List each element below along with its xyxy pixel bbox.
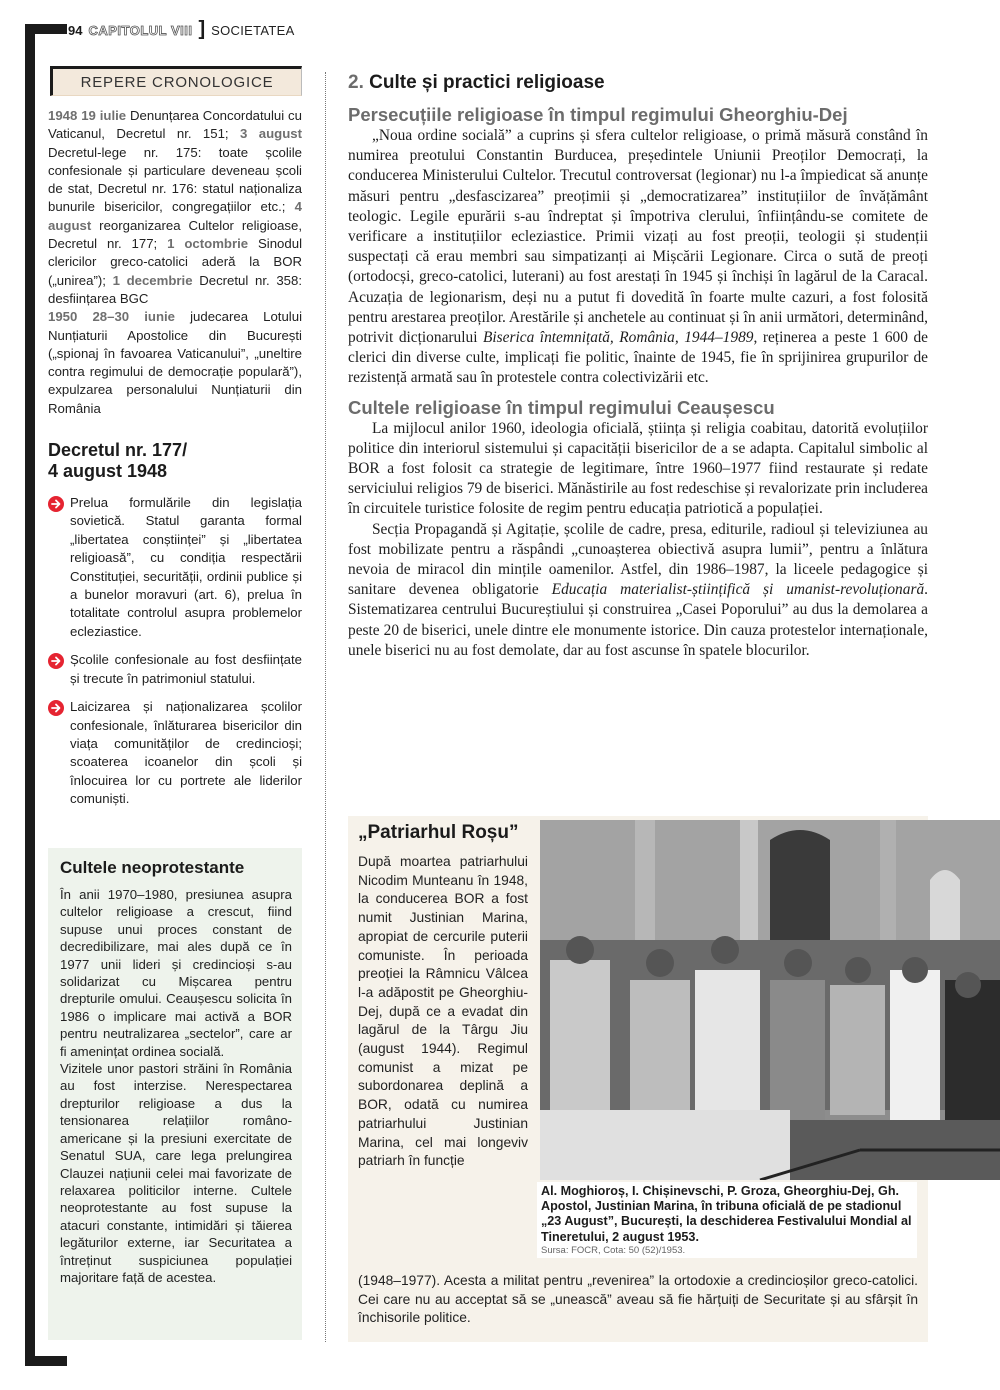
paragraph-text: . Sistematizarea centrului Bucureștiului și construirea „Casei Poporului” au dus la demolarea a peste 20 de biserici, unele dintre ele monumente istorice. Din cauza protestelor internaționale, unele biserici nu au fost demolate, dar au fost ascunse în spatele blocurilor.	[348, 581, 928, 659]
patriarch-text: După moartea patriarhului Nicodim Munteanu în 1948, la conducerea BOR a fost numit Justinian Marina, apropiat de cercurile puterii comuniste. În perioada preoției la Râmnicu Vâlcea l-a adăpostit pe Gheorghiu-Dej, după ce a evadat din lagărul de la Târgu Jiu (august 1944). Regimul comunist a mizat pe subordonarea deplină a BOR, odată cu numirea patriarhului Justinian Marina, cel mai longeviv patriarh în funcție	[358, 854, 528, 1169]
photo-caption-box	[537, 1182, 917, 1258]
body-text-ceausescu	[348, 419, 928, 661]
paragraph	[348, 126, 928, 389]
section-label: SOCIETATEA	[211, 22, 295, 38]
neoprotestant-paragraph: Vizitele unor pastori străini în România au fost interzise. Nerespectarea drepturilor religioase a dus la tensionarea relațiilor româno-americane și la presiuni exercitate de Senatul SUA, care lega prelungirea Clauzei națiunii celei mai favorizate de relaxarea politicilor interne. Cultele neoprotestante au fost supuse la atacuri constante, intimidări și tăierea legăturilor externe, iar Securitatea a întreținut suspiciunea populației majoritare față de acestea.	[60, 1061, 292, 1285]
chrono-date: 1950 28–30 iunie	[48, 309, 175, 325]
patriarch-title: „Patriarhul Roșu”	[358, 822, 519, 843]
running-header	[68, 20, 295, 40]
decree-bullet	[48, 698, 302, 808]
historical-photo	[540, 820, 1000, 1180]
neoprotestant-paragraph: În anii 1970–1980, presiunea asupra cultelor religioase a crescut, fiind supuse unui proces constant de decredibilizare, mai ales după ce în 1977 unii lideri și credincioși s-au solidarizat cu Mișcarea pentru drepturile omului. Ceaușescu solicita în 1986 o implicare mai activă a BOR pentru neutralizarea „sectelor”, care ar fi amenințat ordinea socială.	[60, 887, 292, 1059]
arrow-right-icon	[48, 700, 64, 716]
arrow-right-icon	[48, 496, 64, 512]
subheading-ceausescu: Cultele religioase în timpul regimului Ceaușescu	[348, 396, 775, 418]
chrono-entry: Decretul nr. 358: desființarea BGC	[48, 272, 302, 306]
chrono-entry: Denunțarea Concordatului cu Vaticanul, Decretul nr. 151;	[48, 108, 302, 142]
neoprotestant-title: Cultele neoprotestante	[60, 858, 245, 877]
paragraph: La mijlocul anilor 1960, ideologia oficială, știința și religia coabitau, datorită evoluțiilor politice din interiorul sistemului și capacității bisericilor de a se adapta. Capitalul simbolic al BOR a fost folosit ca strategie de legitimare, între 1960–1977 fiind restaurate și redate serviciului religios 79 de biserici. Mănăstirile au fost redeschise și revalorizate prin includerea în circuitele turistice folosite de regim pentru educația patriotică a populației.	[348, 419, 928, 518]
chronology-title: REPERE CRONOLOGICE	[80, 73, 274, 91]
paragraph-text: Secția Propagandă și Agitație, școlile de cadre, presa, editurile, radioul și televiziunea au fost mobilizate pentru a răspândi „cunoașterea obiectivă asupra lumii”, pentru a înlătura nevoia de miracol din mințile oamenilor. Astfel, din 1986–1987, la liceele pedagogice și sanitare devenea obligatorie	[348, 520, 928, 599]
section-title	[348, 72, 928, 94]
chrono-date: 3 august	[240, 126, 302, 142]
section-number: 2.	[348, 72, 364, 93]
decree-title-line2: 4 august 1948	[48, 461, 168, 482]
decree-bullet-text: Laicizarea și naționalizarea școlilor confesionale, înlăturarea bisericilor din viața comunităților de credincioși; scoaterea icoanelor din școli și înlocuirea lor cu portrete ale liderilor comuniști.	[70, 699, 302, 807]
paragraph-text: „Noua ordine socială” a cuprins și sfera cultelor religioase, o primă măsură constând în numirea preotului Constantin Burducea, președintele Uniunii Preoților Democrați, la conducerea Ministerului Cultelor. Trecutul controversat (legionar) nu l-a împiedicat să anunțe măsuri pentru „desfascizarea” preoțimii și „democratizarea” instituțiilor de învățământ teologic. Legile epurării s-au îndreptat și împotriva clerului, înființându-se comitete de verificare a instituțiilor ecleziastice. Primii vizați au fost preoții, teologii și studenții suspectați că erau membri sau simpatizanți ai Mișcării Legionare. Circa o sută de preoți (ortodocși, greco-catolici, luterani) au fost arestați în 1945 și închiși în lagărul de la Caracal. Acuzația de legionarism, deși nu a putut fi dovedită în foarte multe cazuri, a fost folosită pentru arestarea preoților. Arestările și anchetele au continuat și în anii următori, determinând, potrivit dicționarului	[348, 127, 928, 347]
page-frame-top	[25, 24, 67, 34]
page-number: 94	[68, 22, 83, 38]
photo-caption: Al. Moghioroș, I. Chișinevschi, P. Groza, Gheorghiu-Dej, Gh. Apostol, Justinian Marina, în tribuna oficială de pe stadionul „23 August”, București, la deschiderea Festivalului Mondial al Tineretului, 2 august 1953.	[541, 1184, 912, 1244]
decree-bullet-text: Școlile confesionale au fost desființate și trecute în patrimoniul statului.	[70, 652, 302, 686]
course-title: Educația materialist-științifică și umanist-revoluționară	[551, 581, 925, 599]
decree-bullet	[48, 494, 302, 641]
chrono-date: 1948 19 iulie	[48, 108, 127, 123]
decree-title-line1: Decretul nr. 177/	[48, 440, 188, 461]
chrono-date: 1 decembrie	[112, 272, 193, 288]
subheading-gheorghiu-dej: Persecuțiile religioase în timpul regimului Gheorghiu-Dej	[348, 104, 848, 125]
chronology-text	[48, 107, 302, 418]
section-title-text: Culte și practici religioase	[363, 72, 605, 93]
chrono-entry: judecarea Lotului Nunțiaturii Apostolice din București („spionaj în favoarea Vaticanului”, „uneltire contra regimului de democrație populară”), expulzarea personalului Nunțiaturii din România	[48, 309, 302, 416]
left-column	[48, 66, 302, 819]
arrow-right-icon	[48, 653, 64, 669]
neoprotestant-box	[48, 848, 302, 1340]
decree-bullet-text: Prelua formulările din legislația sovietică. Statul garanta formal „libertatea conștiinței” și „libertatea religioasă”, cu condiția respectării Constituției, securității, ordinii publice și a bunelor moravuri (art. 6), prelua în totalitate controlul asupra problemelor ecleziastice.	[70, 495, 302, 639]
chrono-entry: reorganizarea Cultelor religioase, Decretul nr. 177;	[48, 217, 302, 252]
body-text-gheorghiu-dej	[348, 126, 928, 389]
book-title: Biserica întemnițată, România, 1944–1989	[483, 329, 754, 347]
chrono-entry: Sinodul clericilor greco-catolici aderă la BOR („unirea”);	[48, 236, 302, 288]
paragraph-text: , reținerea a peste 1 600 de clerici din diverse culte, implicați fie politic, înainte de 1945, fie în sprijinirea grupurilor de rezistență armată sau în protestele contra colectivizării etc.	[348, 329, 928, 387]
photo-source: Sursa: FOCR, Cota: 50 (52)/1953.	[541, 1244, 686, 1256]
chrono-date: 1 octombrie	[167, 236, 249, 252]
paragraph	[348, 520, 928, 661]
page-frame-bar	[25, 24, 35, 1364]
main-column	[348, 72, 928, 661]
page-frame-bottom	[25, 1356, 67, 1366]
decree-title	[48, 440, 302, 482]
photo-illustration	[540, 820, 1000, 1180]
decree-bullet-list	[48, 494, 302, 809]
chrono-date: 4 august	[48, 199, 302, 233]
decree-bullet	[48, 651, 302, 688]
column-divider	[325, 72, 326, 1342]
chrono-entry: Decretul-lege nr. 175: toate școlile confesionale și particulare deveneau școli de stat, Decretul nr. 176: statul naționaliza bunurile bisericilor, congregațiilor etc.;	[48, 144, 302, 215]
chronology-header-box	[50, 66, 302, 96]
bracket-divider: ]	[198, 18, 206, 40]
chapter-label: CAPITOLUL VIII	[88, 22, 193, 38]
patriarch-text-continued: (1948–1977). Acesta a militat pentru „revenirea” la ortodoxie a credincioșilor greco-catolici. Cei care nu au acceptat să se „unească” aveau să fie hărțuiți de Securitate și au sfârșit în închisorile politice.	[358, 1273, 918, 1326]
